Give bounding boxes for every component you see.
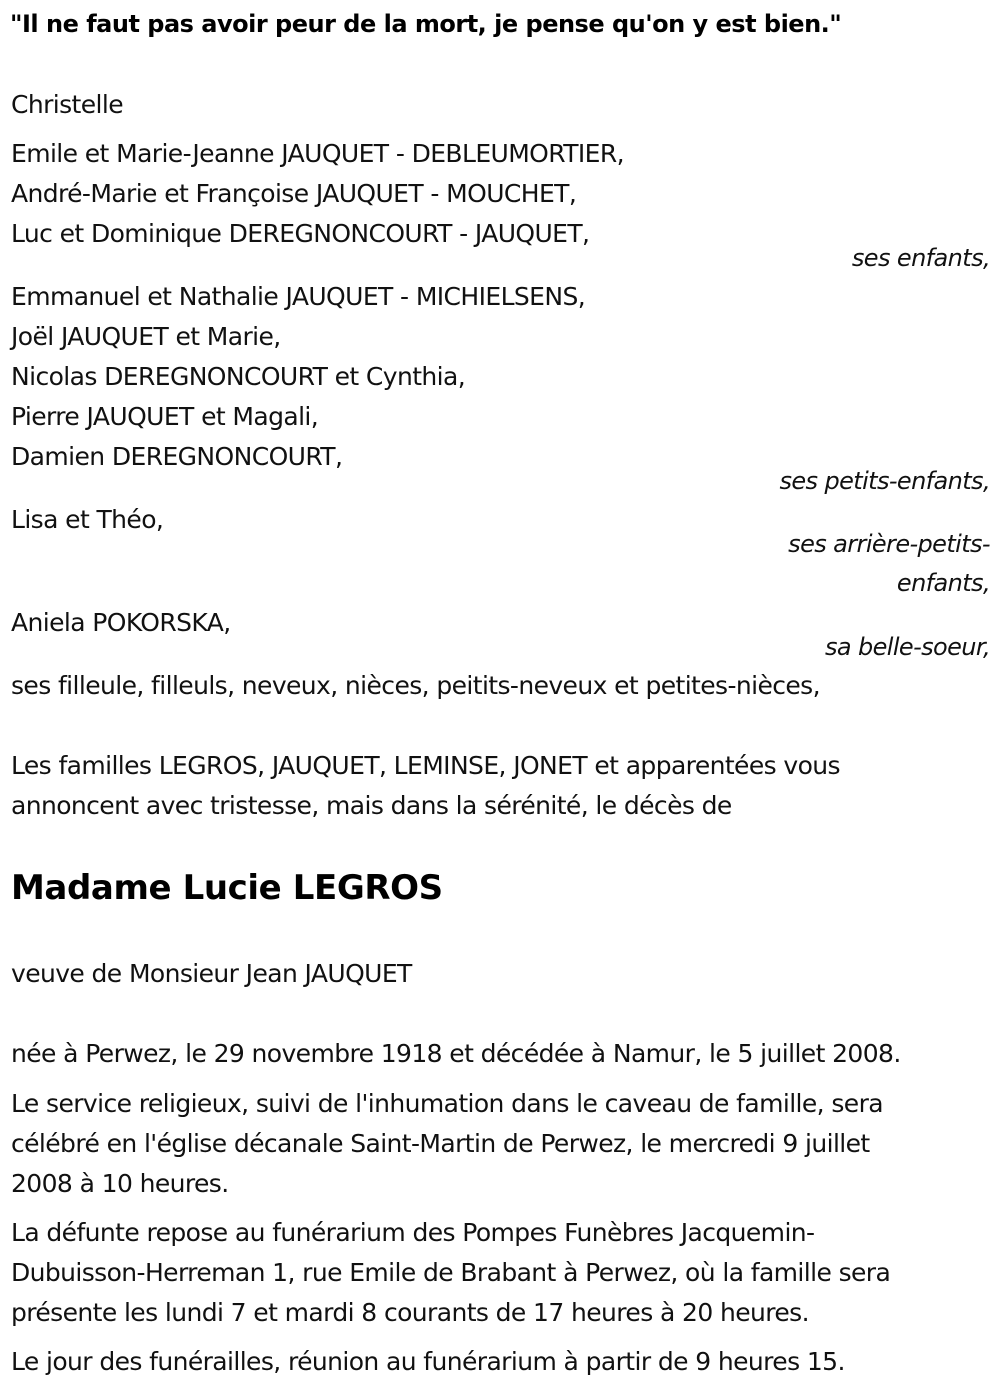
children-role: ses enfants, [851,244,990,272]
birth-death: née à Perwez, le 29 novembre 1918 et décédée à Namur, le 5 juillet 2008. [11,1039,901,1068]
funeral-day: Le jour des funérailles, réunion au funérarium à partir de 9 heures 15. [11,1347,845,1376]
grandchild-line: Joël JAUQUET et Marie, [11,322,281,351]
great-grandchildren-role-2: enfants, [896,569,990,597]
visitation-line-2: Dubuisson-Herreman 1, rue Emile de Brabant à Perwez, où la famille sera [11,1258,891,1287]
service-line-3: 2008 à 10 heures. [11,1169,229,1198]
grandchildren-role: ses petits-enfants, [779,467,990,495]
child-line: Emile et Marie-Jeanne JAUQUET - DEBLEUMORTIER, [11,139,624,168]
great-grandchild-line: Lisa et Théo, [11,505,164,534]
announcement-line-1: Les familles LEGROS, JAUQUET, LEMINSE, JONET et apparentées vous [11,751,840,780]
deceased-name: Madame Lucie LEGROS [11,868,443,908]
widow-of: veuve de Monsieur Jean JAUQUET [11,959,412,988]
child-line: André-Marie et Françoise JAUQUET - MOUCHET, [11,179,577,208]
sister-in-law-role: sa belle-soeur, [824,633,990,661]
service-line-2: célébré en l'église décanale Saint-Martin de Perwez, le mercredi 9 juillet [11,1129,870,1158]
grandchild-line: Nicolas DEREGNONCOURT et Cynthia, [11,362,466,391]
announcement-line-2: annoncent avec tristesse, mais dans la sérénité, le décès de [11,791,732,820]
grandchild-line: Pierre JAUQUET et Magali, [11,402,319,431]
service-line-1: Le service religieux, suivi de l'inhumation dans le caveau de famille, sera [11,1089,883,1118]
quote: "Il ne faut pas avoir peur de la mort, je pense qu'on y est bien." [10,10,842,38]
great-grandchildren-role-1: ses arrière-petits- [788,530,990,558]
sister-in-law-line: Aniela POKORSKA, [11,608,231,637]
visitation-line-1: La défunte repose au funérarium des Pompes Funèbres Jacquemin- [11,1218,815,1247]
grandchild-line: Emmanuel et Nathalie JAUQUET - MICHIELSENS, [11,282,586,311]
christelle: Christelle [11,90,124,119]
grandchild-line: Damien DEREGNONCOURT, [11,442,343,471]
visitation-line-3: présente les lundi 7 et mardi 8 courants de 17 heures à 20 heures. [11,1298,809,1327]
child-line: Luc et Dominique DEREGNONCOURT - JAUQUET, [11,219,590,248]
godchildren-line: ses filleule, filleuls, neveux, nièces, peitits-neveux et petites-nièces, [11,671,820,700]
